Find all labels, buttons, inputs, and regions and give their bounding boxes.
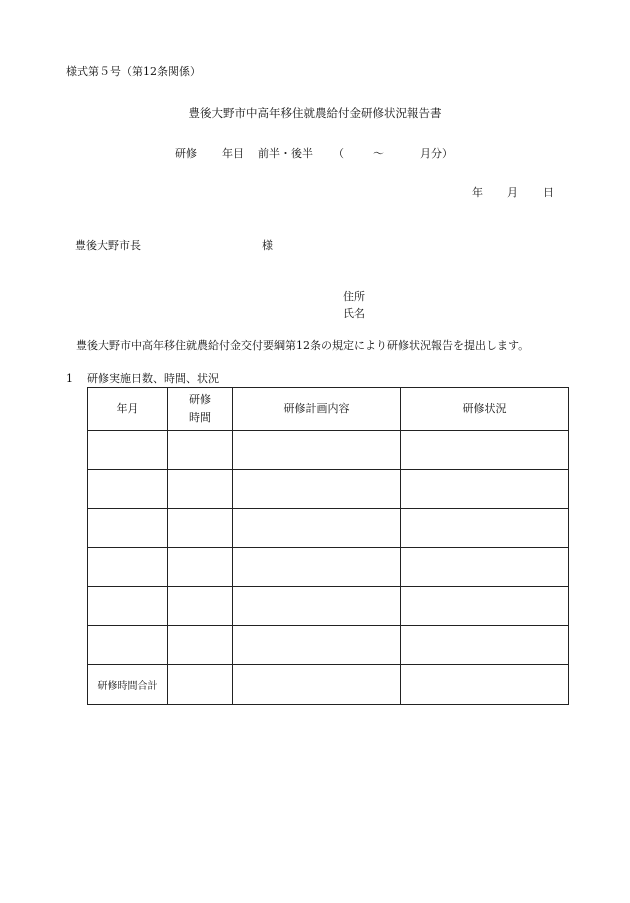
cell-plan[interactable] bbox=[233, 548, 401, 587]
header-training-hours bbox=[168, 388, 233, 431]
document-title: 豊後大野市中高年移住就農給付金研修状況報告書 bbox=[188, 106, 442, 120]
addressee-honorific: 様 bbox=[262, 239, 273, 252]
date-month-label: 月 bbox=[507, 186, 518, 199]
cell-hours[interactable] bbox=[168, 587, 233, 626]
section-number: 1 bbox=[66, 372, 73, 385]
header-hours-line2: 時間 bbox=[189, 411, 211, 424]
table-row bbox=[88, 548, 569, 587]
period-training-label: 研修 bbox=[175, 147, 197, 160]
total-plan-cell[interactable] bbox=[233, 665, 401, 705]
cell-plan[interactable] bbox=[233, 470, 401, 509]
table-row bbox=[88, 626, 569, 665]
header-hours-line1: 研修 bbox=[189, 393, 211, 407]
cell-month[interactable] bbox=[88, 626, 168, 665]
cell-hours[interactable] bbox=[168, 626, 233, 665]
table-row bbox=[88, 431, 569, 470]
cell-status[interactable] bbox=[401, 548, 569, 587]
applicant-address-label: 住所 bbox=[343, 290, 365, 303]
total-row bbox=[88, 665, 569, 705]
header-training-status: 研修状況 bbox=[401, 388, 569, 431]
cell-month[interactable] bbox=[88, 548, 168, 587]
cell-hours[interactable] bbox=[168, 509, 233, 548]
cell-month[interactable] bbox=[88, 470, 168, 509]
cell-plan[interactable] bbox=[233, 626, 401, 665]
cell-month[interactable] bbox=[88, 431, 168, 470]
header-month: 年月 bbox=[88, 388, 168, 431]
period-month-close: 月分） bbox=[420, 147, 453, 160]
addressee-name: 豊後大野市長 bbox=[75, 239, 141, 252]
training-report-table bbox=[87, 387, 569, 705]
section-title: 研修実施日数、時間、状況 bbox=[87, 372, 219, 385]
cell-plan[interactable] bbox=[233, 587, 401, 626]
form-number: 様式第５号（第12条関係） bbox=[66, 65, 201, 78]
cell-status[interactable] bbox=[401, 509, 569, 548]
header-training-plan: 研修計画内容 bbox=[233, 388, 401, 431]
table-row bbox=[88, 587, 569, 626]
date-year-label: 年 bbox=[472, 186, 483, 199]
table-header-row bbox=[88, 388, 569, 431]
total-status-cell[interactable] bbox=[401, 665, 569, 705]
total-hours-value[interactable] bbox=[168, 665, 233, 705]
cell-month[interactable] bbox=[88, 509, 168, 548]
date-day-label: 日 bbox=[543, 186, 554, 199]
cell-hours[interactable] bbox=[168, 548, 233, 587]
cell-status[interactable] bbox=[401, 587, 569, 626]
cell-plan[interactable] bbox=[233, 431, 401, 470]
cell-hours[interactable] bbox=[168, 431, 233, 470]
total-hours-label: 研修時間合計 bbox=[88, 665, 168, 705]
cell-plan[interactable] bbox=[233, 509, 401, 548]
body-statement: 豊後大野市中高年移住就農給付金交付要綱第12条の規定により研修状況報告を提出します。 bbox=[76, 339, 530, 352]
period-tilde: ～ bbox=[373, 147, 384, 160]
period-half-label: 前半・後半 bbox=[258, 147, 313, 160]
period-open-paren: （ bbox=[333, 147, 344, 160]
table-row bbox=[88, 470, 569, 509]
applicant-name-label: 氏名 bbox=[343, 307, 365, 320]
cell-status[interactable] bbox=[401, 626, 569, 665]
period-year-label: 年目 bbox=[222, 147, 244, 160]
cell-month[interactable] bbox=[88, 587, 168, 626]
cell-status[interactable] bbox=[401, 470, 569, 509]
table-row bbox=[88, 509, 569, 548]
cell-hours[interactable] bbox=[168, 470, 233, 509]
cell-status[interactable] bbox=[401, 431, 569, 470]
